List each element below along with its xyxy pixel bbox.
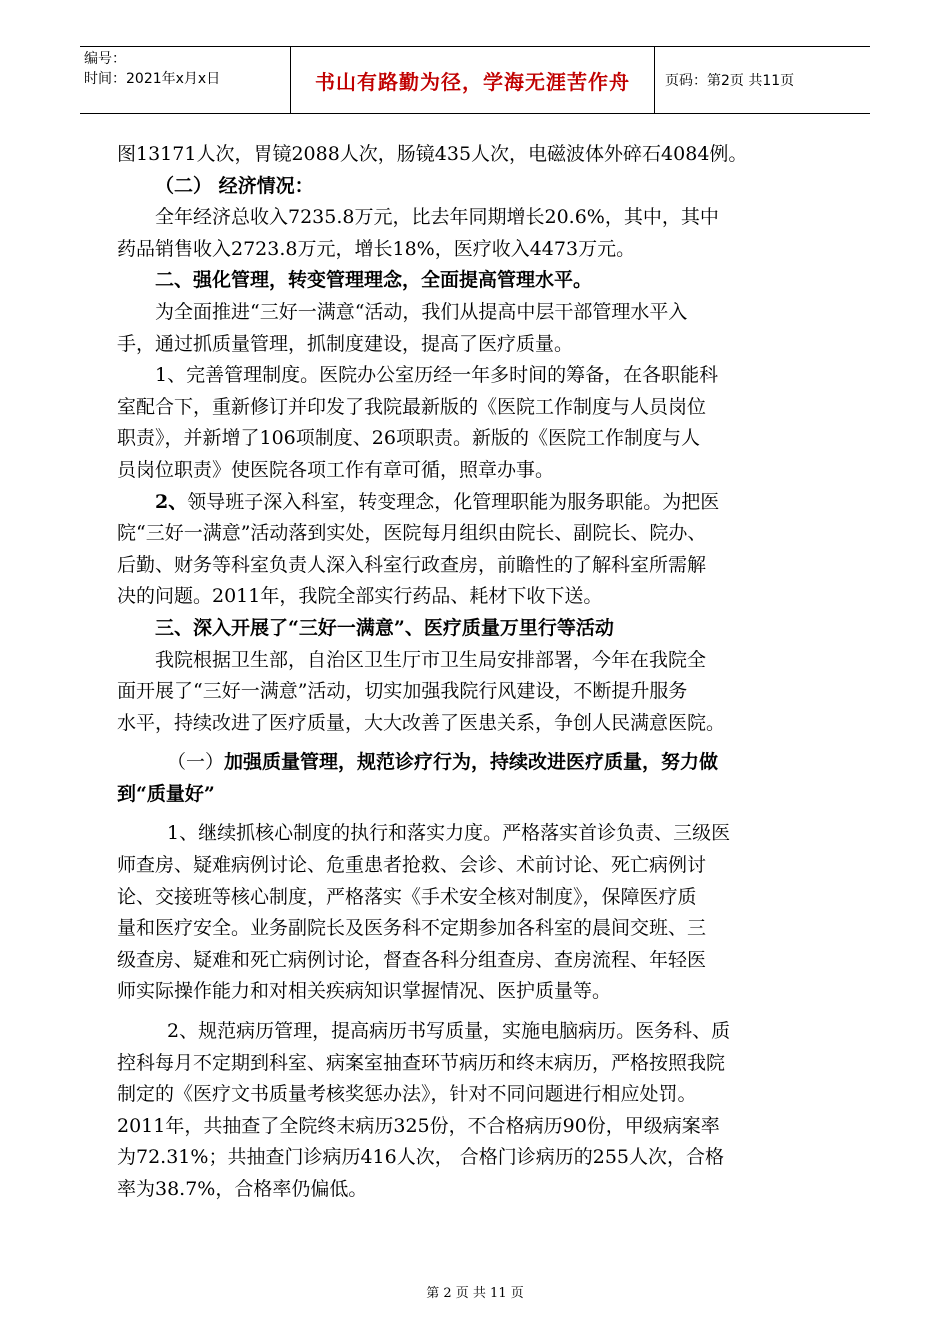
section-heading: （二） 经济情况： bbox=[155, 174, 314, 197]
paragraph-line: 后勤、财务等科室负责人深入科室行政查房，前瞻性的了解科室所需解 bbox=[117, 553, 707, 576]
paragraph-line: 量和医疗安全。业务副院长及医务科不定期参加各科室的晨间交班、三 bbox=[117, 917, 707, 940]
paragraph-line: 我院根据卫生部，自治区卫生厅市卫生局安排部署，今年在我院全 bbox=[155, 648, 707, 671]
subsection-title-cont: 到“质量好” bbox=[117, 782, 215, 805]
paragraph-line: 1、继续抓核心制度的执行和落实力度。严格落实首诊负责、三级医 bbox=[167, 822, 731, 845]
paragraph-line: 员岗位职责》使医院各项工作有章可循，照章办事。 bbox=[117, 458, 555, 481]
paragraph-line: 1、完善管理制度。医院办公室历经一年多时间的筹备，在各职能科 bbox=[155, 364, 719, 387]
paragraph-line: 面开展了“三好一满意”活动，切实加强我院行风建设，不断提升服务 bbox=[117, 680, 688, 703]
paragraph-line: 水平，持续改进了医疗质量，大大改善了医患关系，争创人民满意医院。 bbox=[117, 711, 726, 734]
paragraph-line: 控科每月不定期到科室、病案室抽查环节病历和终末病历，严格按照我院 bbox=[117, 1051, 726, 1074]
header-motto-cell bbox=[290, 47, 655, 113]
paragraph-line: 为全面推进“三好一满意“活动，我们从提高中层干部管理水平入 bbox=[155, 300, 688, 323]
document-time-label: 时间：2021年x月x日 bbox=[84, 71, 221, 87]
list-number: 2、 bbox=[155, 490, 188, 513]
paragraph-line: 2011年，共抽查了全院终末病历325份，不合格病历90份，甲级病案率 bbox=[117, 1114, 720, 1137]
paragraph-line: 图13171人次，胃镜2088人次，肠镜435人次，电磁波体外碎石4084例。 bbox=[117, 143, 748, 165]
header-meta bbox=[80, 47, 290, 113]
subsection-heading bbox=[117, 747, 837, 779]
subsection-number: （一） bbox=[167, 751, 225, 774]
paragraph-line: 师实际操作能力和对相关疾病知识掌握情况、医护质量等。 bbox=[117, 980, 612, 1003]
paragraph-line: 2、规范病历管理，提高病历书写质量，实施电脑病历。医务科、质 bbox=[167, 1020, 731, 1043]
paragraph-line: 室配合下，重新修订并印发了我院最新版的《医院工作制度与人员岗位 bbox=[117, 395, 707, 418]
paragraph-text: 领导班子深入科室，转变理念，化管理职能为服务职能。为把医 bbox=[187, 490, 720, 513]
paragraph-line: 为72.31%；共抽查门诊病历416人次， 合格门诊病历的255人次，合格 bbox=[117, 1146, 725, 1169]
page-footer: 第 2 页 共 11 页 bbox=[426, 1286, 524, 1301]
header-motto: 书山有路勤为径，学海无涯苦作舟 bbox=[315, 69, 630, 94]
header-page-info-cell bbox=[655, 47, 870, 113]
paragraph-line: 全年经济总收入7235.8万元，比去年同期增长20.6%，其中，其中 bbox=[155, 206, 719, 229]
document-body bbox=[117, 139, 837, 1206]
header-page-info: 页码：第2页 共11页 bbox=[665, 73, 795, 89]
section-heading: 二、强化管理，转变管理理念，全面提高管理水平。 bbox=[155, 269, 593, 292]
paragraph-line: 决的问题。2011年，我院全部实行药品、耗材下收下送。 bbox=[117, 585, 603, 608]
paragraph-line: 率为38.7%，合格率仍偏低。 bbox=[117, 1178, 368, 1200]
paragraph-line: 制定的《医疗文书质量考核奖惩办法》，针对不同问题进行相应处罚。 bbox=[117, 1083, 697, 1106]
paragraph-line: 职责》，并新增了106项制度、26项职责。新版的《医院工作制度与人 bbox=[117, 427, 700, 450]
subsection-title: 加强质量管理，规范诊疗行为，持续改进医疗质量，努力做 bbox=[224, 751, 719, 774]
document-number-label: 编号： bbox=[84, 51, 126, 67]
paragraph-line: 手，通过抓质量管理，抓制度建设，提高了医疗质量。 bbox=[117, 332, 574, 355]
paragraph-line bbox=[117, 487, 837, 519]
paragraph-line: 院“三好一满意”活动落到实处，医院每月组织由院长、副院长、院办、 bbox=[117, 522, 707, 545]
paragraph-line: 论、交接班等核心制度，严格落实《手术安全核对制度》，保障医疗质 bbox=[117, 885, 697, 908]
paragraph-line: 级查房、疑难和死亡病例讨论，督查各科分组查房、查房流程、年轻医 bbox=[117, 948, 707, 971]
page-header bbox=[80, 46, 870, 114]
section-heading: 三、深入开展了“三好一满意”、医疗质量万里行等活动 bbox=[155, 616, 614, 639]
paragraph-line: 药品销售收入2723.8万元，增长18%，医疗收入4473万元。 bbox=[117, 237, 636, 260]
paragraph-line: 师查房、疑难病例讨论、危重患者抢救、会诊、术前讨论、死亡病例讨 bbox=[117, 854, 707, 877]
